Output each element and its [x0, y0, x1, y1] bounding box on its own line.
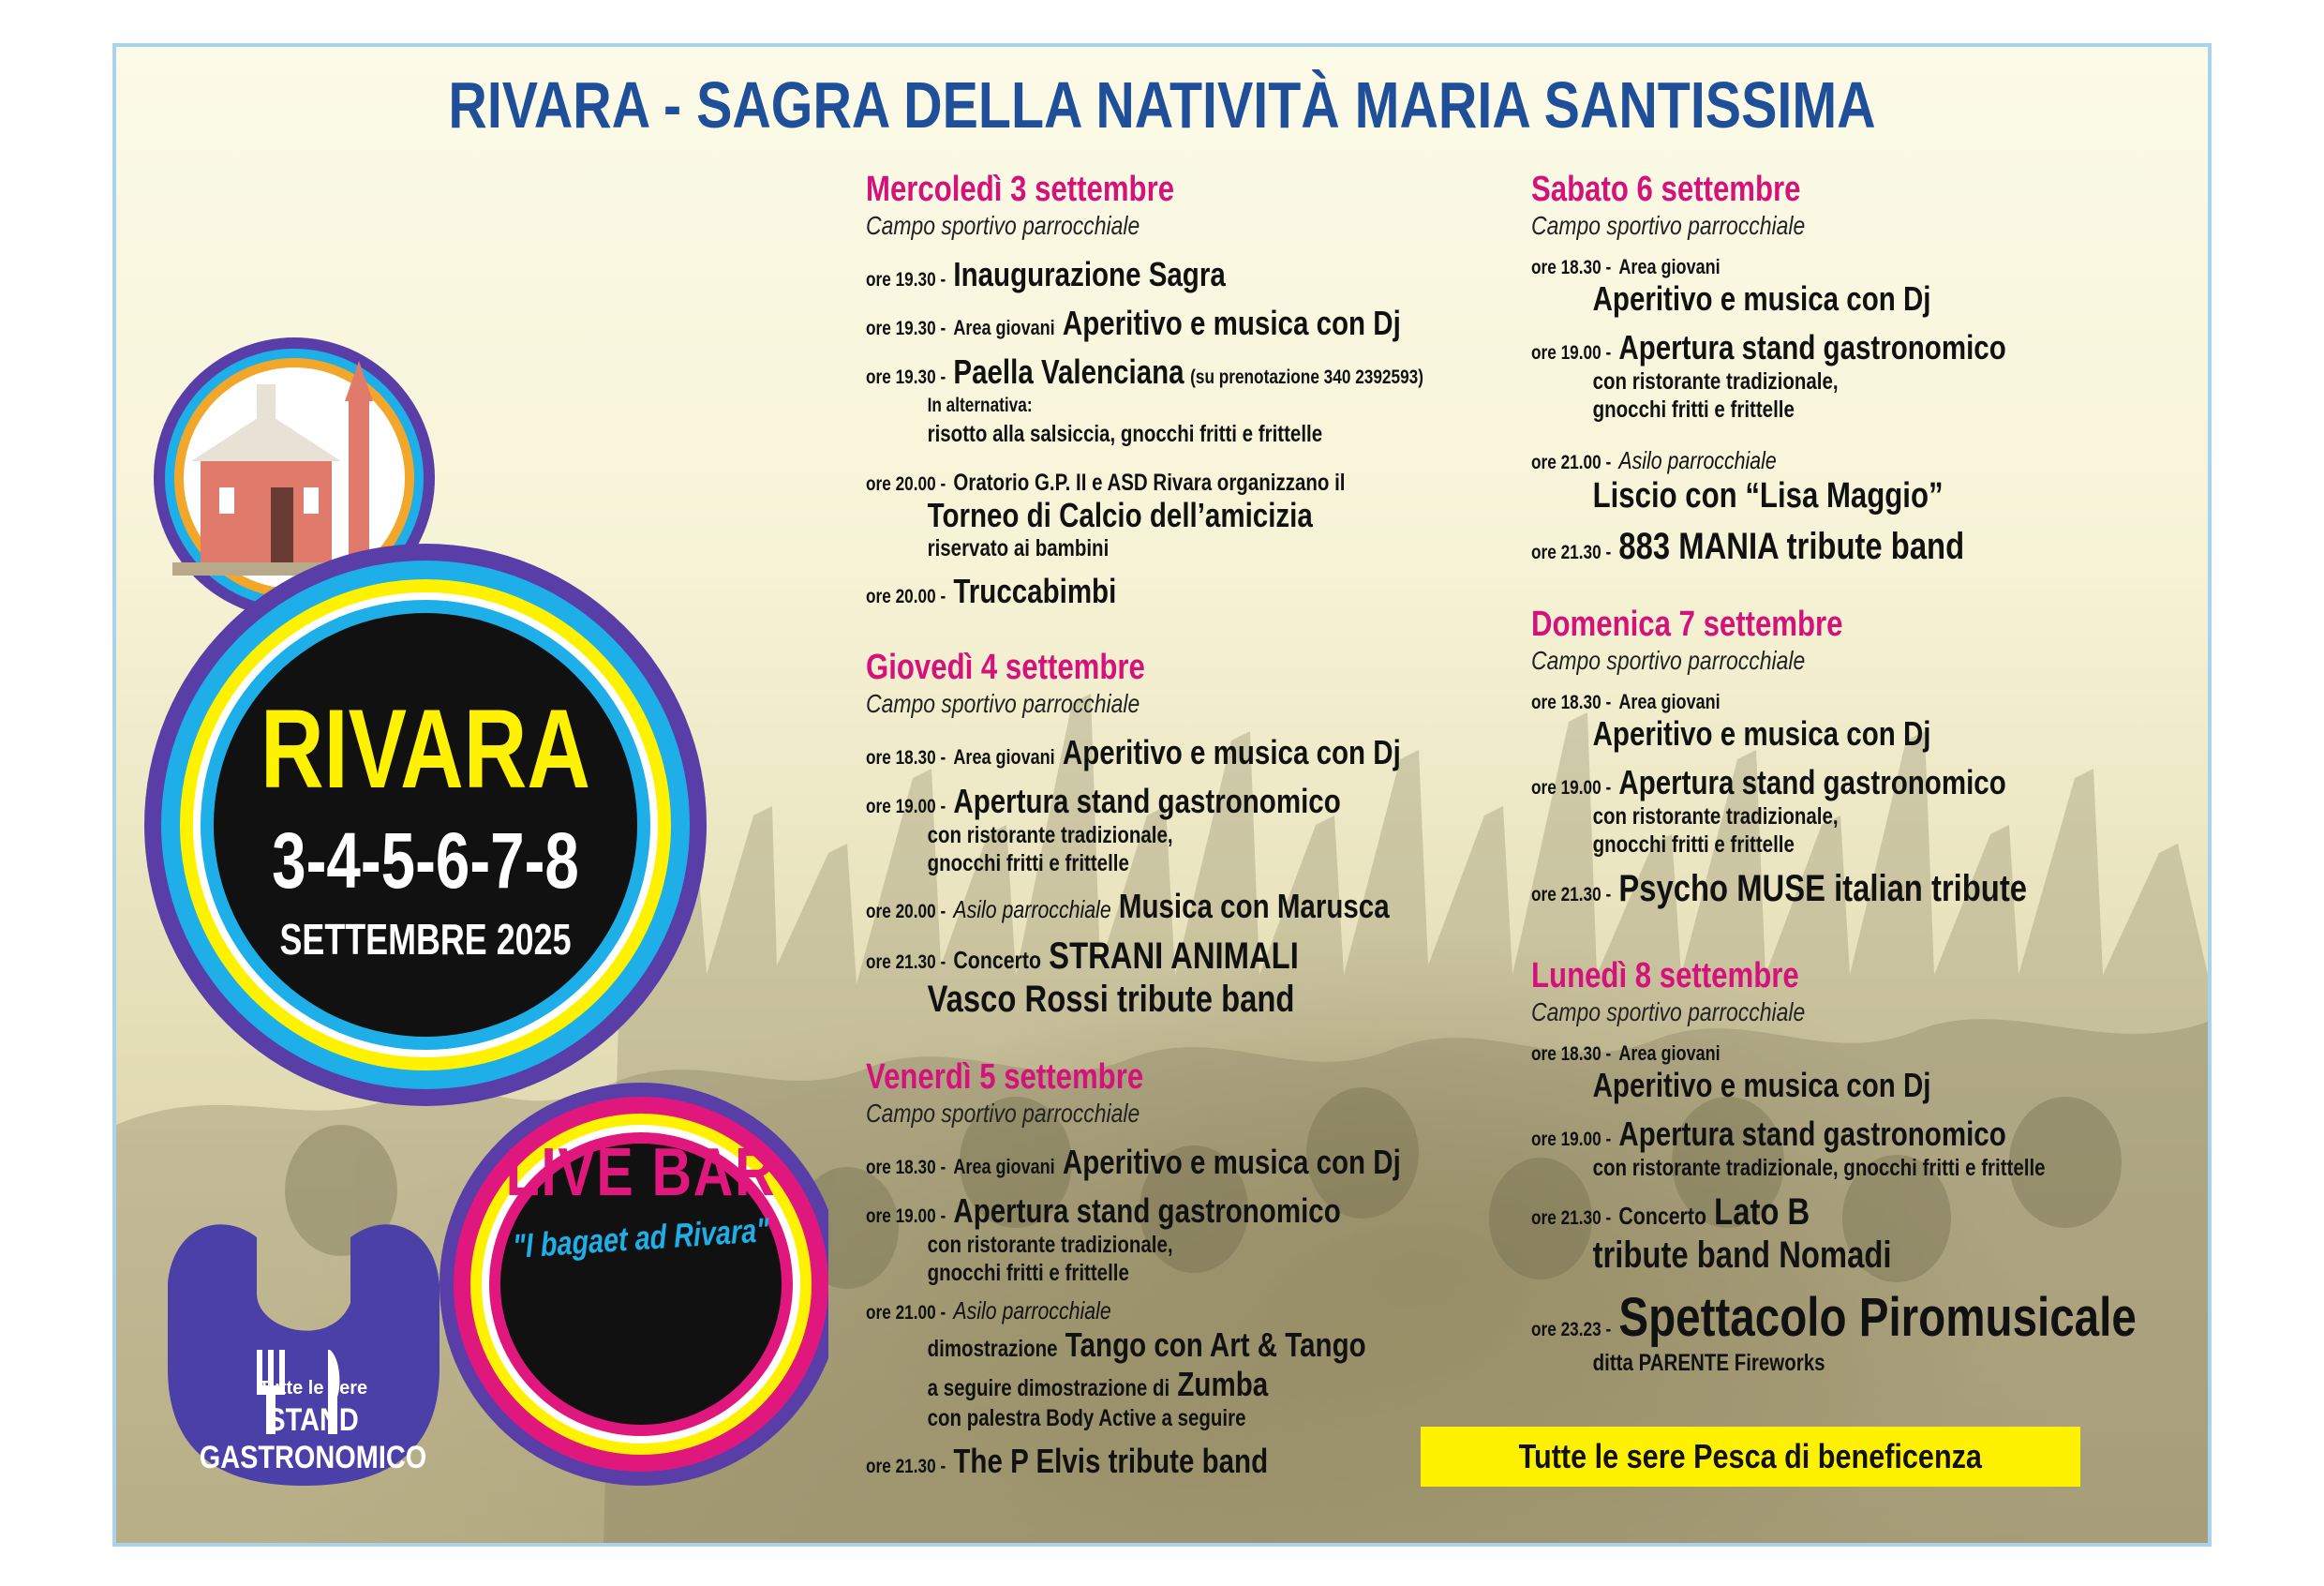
event-item: ore 18.30 - Area giovani Aperitivo e musica con Dj [1531, 1041, 1931, 1104]
event-item: ore 23.23 - Spettacolo Piromusicale ditta PARENTE Fireworks [1531, 1287, 2137, 1376]
day-heading: Lunedì 8 settembre [1531, 956, 1799, 995]
program-column-right [1531, 169, 2206, 1386]
badge-town: RIVARA [261, 686, 590, 812]
event-item: ore 19.30 - Inaugurazione Sagra [866, 255, 1226, 293]
event-item: ore 19.00 - Apertura stand gastronomico con ristorante tradizionale, gnocchi fritti e frittelle [1531, 328, 2006, 423]
day-venue: Campo sportivo parrocchiale [866, 1099, 1140, 1128]
event-item: ore 18.30 - Area giovani Aperitivo e musica con Dj [866, 1143, 1401, 1181]
event-item: ore 19.30 - Paella Valenciana (su prenotazione 340 2392593) In alternativa: risotto alla salsiccia, gnocchi fritti e frittelle [866, 352, 1423, 447]
event-item: ore 18.30 - Area giovani Aperitivo e musica con Dj [866, 733, 1401, 771]
event-item: ore 19.00 - Apertura stand gastronomico con ristorante tradizionale, gnocchi fritti e frittelle [866, 1191, 1341, 1286]
day-venue: Campo sportivo parrocchiale [1531, 646, 1806, 675]
day-venue: Campo sportivo parrocchiale [1531, 211, 1806, 240]
event-item: ore 21.30 - The P Elvis tribute band [866, 1442, 1269, 1480]
day-block-sun [1531, 604, 2206, 910]
event-item: ore 20.00 - Truccabimbi [866, 572, 1117, 610]
day-heading: Mercoledì 3 settembre [866, 170, 1175, 209]
day-block-sat [1531, 169, 2206, 568]
poster-frame [112, 43, 2212, 1547]
event-item: ore 21.30 - Concerto Lato B tribute band Nomadi [1531, 1191, 1892, 1276]
event-item: ore 19.00 - Apertura stand gastronomico con ristorante tradizionale, gnocchi fritti e frittelle [1531, 1115, 2046, 1181]
event-item: ore 19.00 - Apertura stand gastronomico con ristorante tradizionale, gnocchi fritti e frittelle [1531, 763, 2006, 858]
badge-dates: 3-4-5-6-7-8 [272, 816, 579, 905]
event-item: ore 21.30 - 883 MANIA tribute band [1531, 526, 1965, 567]
day-venue: Campo sportivo parrocchiale [1531, 997, 1806, 1026]
event-item: ore 19.30 - Area giovani Aperitivo e musica con Dj [866, 304, 1401, 342]
day-block-wed [866, 169, 1578, 611]
poster-title: RIVARA - SAGRA DELLA NATIVITÀ MARIA SANTISSIMA [448, 68, 1876, 142]
event-item: ore 21.30 - Concerto STRANI ANIMALI Vasco Rossi tribute band [866, 935, 1299, 1020]
livebar-title: LIVE BAR [505, 1135, 777, 1210]
event-item: ore 18.30 - Area giovani Aperitivo e musica con Dj [1531, 255, 1931, 318]
event-item: ore 18.30 - Area giovani Aperitivo e musica con Dj [1531, 690, 1931, 753]
program-column-left [866, 169, 1578, 1490]
event-item: ore 21.30 - Psycho MUSE italian tribute [1531, 868, 2028, 909]
event-item: ore 19.00 - Apertura stand gastronomico con ristorante tradizionale, gnocchi fritti e frittelle [866, 782, 1341, 876]
day-heading: Domenica 7 settembre [1531, 605, 1843, 644]
charity-banner: Tutte le sere Pesca di beneficenza [1421, 1427, 2080, 1487]
day-block-fri [866, 1056, 1578, 1481]
day-heading: Giovedì 4 settembre [866, 648, 1145, 687]
day-venue: Campo sportivo parrocchiale [866, 689, 1140, 718]
day-heading: Venerdì 5 settembre [866, 1057, 1144, 1097]
event-item: ore 21.00 - Asilo parrocchiale Liscio con “Lisa Maggio” [1531, 446, 1944, 516]
event-item: ore 20.00 - Asilo parrocchiale Musica con Marusca [866, 887, 1390, 925]
event-item: ore 21.00 - Asilo parrocchiale dimostrazione Tango con Art & Tango a seguire dimostrazione di Zumba con palestra Body Active a seguire [866, 1296, 1366, 1431]
stand-line1: Tutte le sere [258, 1378, 368, 1399]
event-item: ore 20.00 - Oratorio G.P. II e ASD Rivara organizzano il Torneo di Calcio dell’amicizia riservato ai bambini [866, 470, 1346, 561]
day-heading: Sabato 6 settembre [1531, 170, 1801, 209]
day-block-thu [866, 647, 1578, 1021]
livebar-subtitle: "I bagaet ad Rivara" [512, 1210, 770, 1265]
stand-line3: GASTRONOMICO [199, 1440, 427, 1475]
day-venue: Campo sportivo parrocchiale [866, 211, 1140, 240]
badge-month: SETTEMBRE 2025 [279, 915, 572, 964]
stand-line2: STAND [267, 1402, 359, 1438]
day-block-mon [1531, 955, 2206, 1377]
